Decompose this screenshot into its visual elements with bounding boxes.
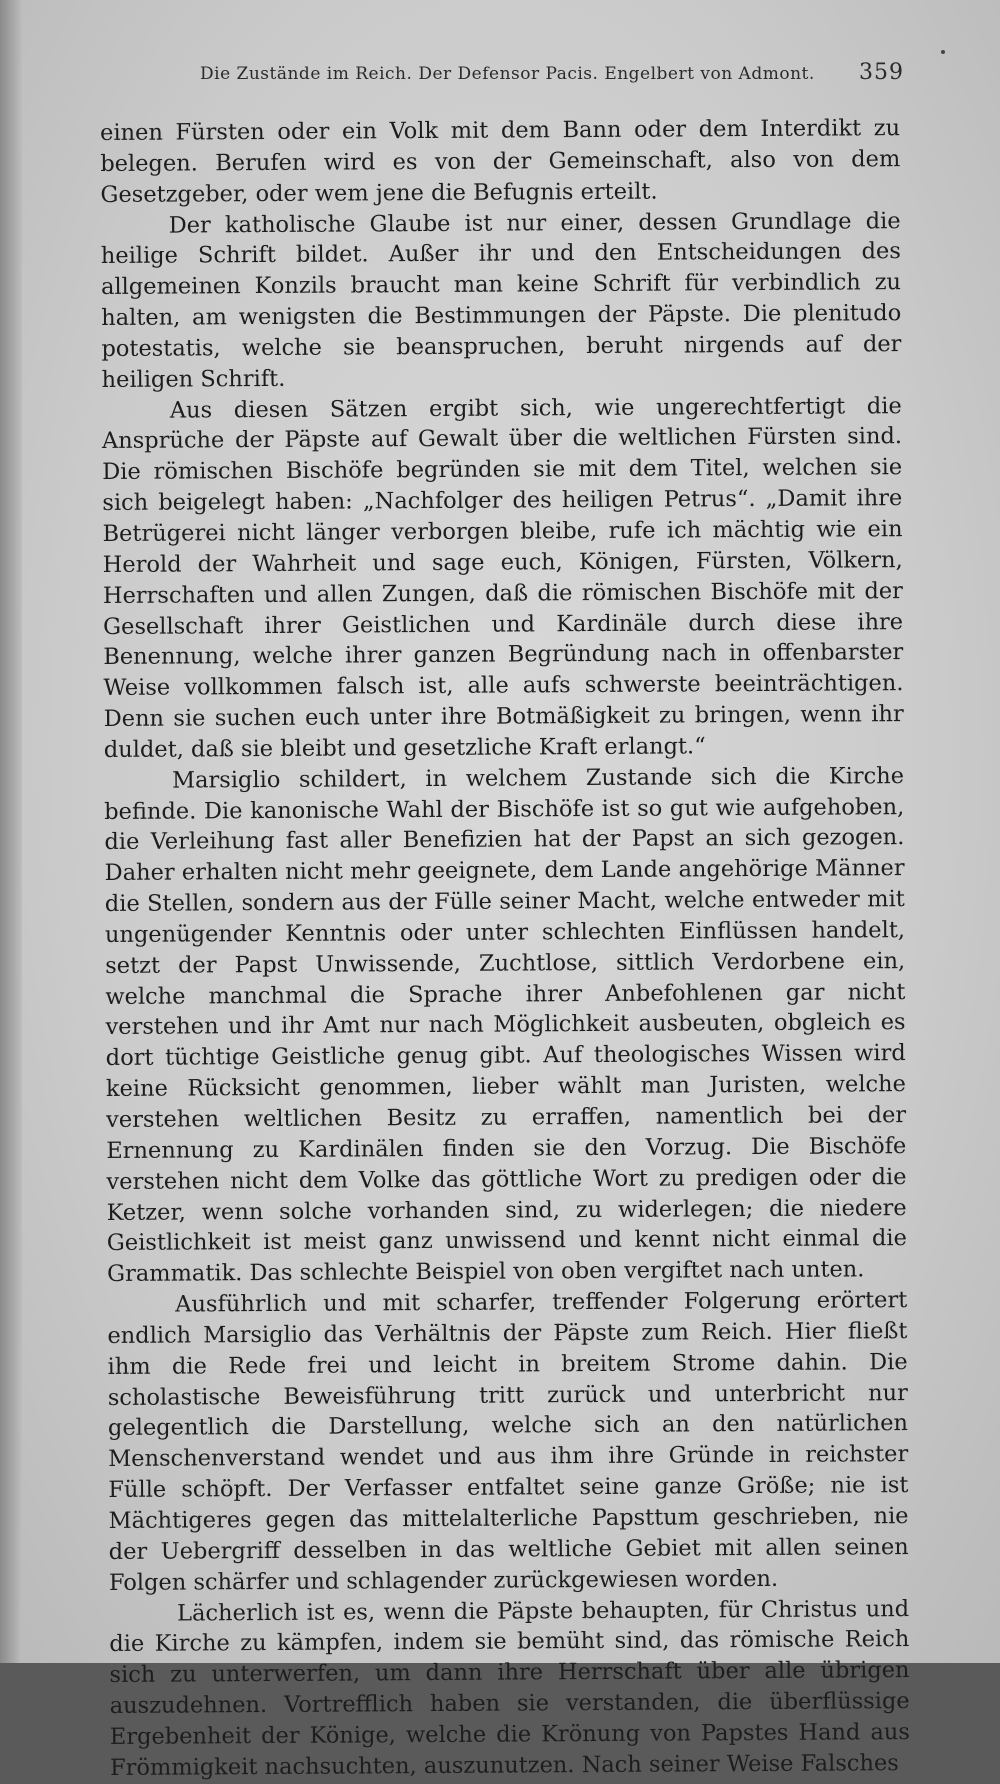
paragraph: Aus diesen Sätzen ergibt sich, wie ungerechtfertigt die Ansprüche der Päpste auf Gewalt über die weltlichen Fürsten sind. Die römischen Bischöfe begründen sie mit dem Titel, welchen sie sich beigelegt haben: „Nachfolger des heiligen Petrus“. „Damit ihre Betrügerei nicht länger verborgen bleibe, rufe ich mächtig wie ein Herold der Wahrheit und sage euch, Königen, Fürsten, Völkern, Herrschaften und allen Zungen, daß die römischen Bischöfe mit der Gesellschaft ihrer Geistlichen und Kardinäle durch diese ihre Benennung, welche ihrer ganzen Begründung nach in offenbarster Weise vollkommen falsch ist, alle aufs schwerste beeinträchtigen. Denn sie suchen euch unter ihre Botmäßigkeit zu bringen, wenn ihr duldet, daß sie bleibt und gesetzliche Kraft erlangt.“ bbox=[101, 392, 904, 763]
paragraph: Lächerlich ist es, wenn die Päpste behaupten, für Christus und die Kirche zu kämpfen, indem sie bemüht sind, das römische Reich sich zu unterwerfen, um dann ihre Herrschaft über alle übrigen auszudehnen. Vortrefflich haben sie verstanden, die überflüssige Ergebenheit der Könige, welche die Krönung von Papstes Hand aus Frömmigkeit nachsuchten, auszunutzen. Nach seiner Weise Falsches bbox=[109, 1595, 910, 1781]
running-title: Die Zustände im Reich. Der Defensor Pacis. Engelbert von Admont. bbox=[200, 64, 815, 84]
paragraph: Der katholische Glaube ist nur einer, dessen Grundlage die heilige Schrift bildet. Außer ihr und den Entscheidungen des allgemeinen Konzils braucht man keine Schrift für verbindlich zu halten, am wenigsten die Bestimmungen der Päpste. Die plenitudo potestatis, welche sie beanspruchen, beruht nirgends auf der heiligen Schrift. bbox=[100, 207, 902, 393]
paragraph-continuation: einen Fürsten oder ein Volk mit dem Bann oder dem Interdikt zu belegen. Berufen wird es von der Gemeinschaft, also von dem Gesetzgeber, oder wem jene die Befugnis erteilt. bbox=[100, 115, 901, 208]
paragraph: Marsiglio schildert, in welchem Zustande sich die Kirche befinde. Die kanonische Wahl der Bischöfe ist so gut wie aufgehoben, die Verleihung fast aller Benefizien hat der Papst an sich gezogen. Daher erhalten nicht mehr geeignete, dem Lande angehörige Männer die Stellen, sondern aus der Fülle seiner Macht, welche entweder mit ungenügender Kenntnis oder unter schlechten Einflüssen handelt, setzt der Papst Unwissende, Zuchtlose, sittlich Verdorbene ein, welche manchmal die Sprache ihrer Anbefohlenen gar nicht verstehen und ihr Amt nur nach Möglichkeit ausbeuten, obgleich es dort tüchtige Geistliche genug gibt. Auf theologisches Wissen wird keine Rücksicht genommen, lieber wählt man Juristen, welche verstehen weltlichen Besitz zu erraffen, namentlich bei der Ernennung zu Kardinälen finden sie den Vorzug. Die Bischöfe verstehen nicht dem Volke das göttliche Wort zu predigen oder die Ketzer, wenn solche vorhanden sind, zu widerlegen; die niedere Geistlichkeit ist meist ganz unwissend und kennt nicht einmal die Grammatik. Das schlechte Beispiel von oben vergiftet nach unten. bbox=[104, 762, 907, 1288]
page-edge-shadow bbox=[0, 0, 22, 1663]
paragraph: Ausführlich und mit scharfer, treffender Folgerung erörtert endlich Marsiglio das Verhältnis der Päpste zum Reich. Hier fließt ihm die Rede frei und leicht in breitem Strome dahin. Die scholastische Beweisführung tritt zurück und unterbricht nur gelegentlich die Darstellung, welche sich an den natürlichen Menschenverstand wendet und aus ihm ihre Gründe in reichster Fülle schöpft. Der Verfasser entfaltet seine ganze Größe; nie ist Mächtigeres gegen das mittelalterliche Papsttum geschrieben, nie der Uebergriff desselben in das weltliche Gebiet mit allen seinen Folgen schärfer und schlagender zurückgewiesen worden. bbox=[107, 1287, 909, 1596]
page-number: 359 bbox=[859, 60, 904, 85]
running-head bbox=[200, 60, 904, 90]
paper-speck bbox=[941, 50, 945, 54]
body-text bbox=[100, 113, 910, 1783]
